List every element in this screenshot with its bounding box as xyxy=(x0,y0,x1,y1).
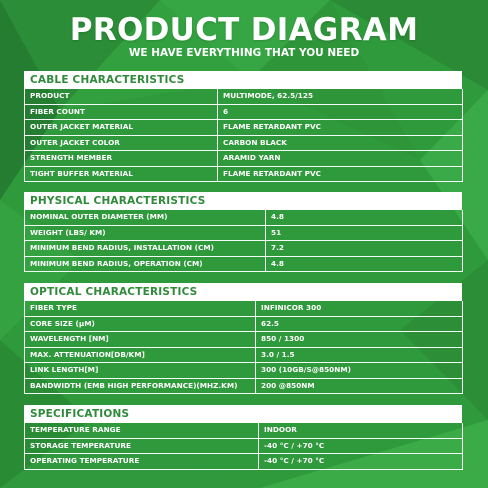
spec-label: STORAGE TEMPERATURE xyxy=(25,438,259,454)
spec-value: 4.8 xyxy=(266,210,463,225)
table-row xyxy=(25,210,463,225)
spec-value: ARAMID YARN xyxy=(218,151,463,167)
table-row xyxy=(25,256,463,272)
optical-characteristics-section xyxy=(24,283,462,394)
spec-label: TIGHT BUFFER MATERIAL xyxy=(25,166,218,182)
table-row xyxy=(25,166,463,182)
table-row xyxy=(25,301,463,316)
spec-label: OPERATING TEMPERATURE xyxy=(25,454,259,470)
spec-value: -40 °C / +70 °C xyxy=(259,454,463,470)
table-row xyxy=(25,120,463,136)
table-row xyxy=(25,241,463,257)
section-heading: PHYSICAL CHARACTERISTICS xyxy=(24,192,462,210)
table-row xyxy=(25,363,463,379)
spec-table xyxy=(24,210,463,272)
spec-value: 51 xyxy=(266,225,463,241)
section-heading: OPTICAL CHARACTERISTICS xyxy=(24,283,462,301)
spec-value: 300 (10GB/S@850NM) xyxy=(256,363,463,379)
spec-label: TEMPERATURE RANGE xyxy=(25,423,259,438)
spec-label: WEIGHT (LBS/ KM) xyxy=(25,225,266,241)
table-row xyxy=(25,89,463,104)
spec-label: STRENGTH MEMBER xyxy=(25,151,218,167)
spec-label: CORE SIZE (µM) xyxy=(25,316,256,332)
table-row xyxy=(25,423,463,438)
spec-value: 7.2 xyxy=(266,241,463,257)
spec-label: FIBER TYPE xyxy=(25,301,256,316)
spec-value: FLAME RETARDANT PVC xyxy=(218,120,463,136)
table-row xyxy=(25,135,463,151)
section-heading: SPECIFICATIONS xyxy=(24,405,462,423)
spec-value: INFINICOR 300 xyxy=(256,301,463,316)
spec-label: MAX. ATTENUATION[DB/KM] xyxy=(25,347,256,363)
page-title: PRODUCT DIAGRAM xyxy=(69,12,419,48)
spec-table xyxy=(24,89,463,182)
spec-value: 62.5 xyxy=(256,316,463,332)
table-row xyxy=(25,438,463,454)
table-row xyxy=(25,316,463,332)
spec-label: FIBER COUNT xyxy=(25,104,218,120)
spec-value: 6 xyxy=(218,104,463,120)
spec-value: 3.0 / 1.5 xyxy=(256,347,463,363)
spec-value: CARBON BLACK xyxy=(218,135,463,151)
spec-value: 850 / 1300 xyxy=(256,332,463,348)
table-row xyxy=(25,104,463,120)
spec-value: FLAME RETARDANT PVC xyxy=(218,166,463,182)
cable-characteristics-section xyxy=(24,71,462,182)
section-heading: CABLE CHARACTERISTICS xyxy=(24,71,462,89)
spec-label: BANDWIDTH (EMB HIGH PERFORMANCE)(MHZ.KM) xyxy=(25,378,256,394)
table-row xyxy=(25,332,463,348)
spec-value: MULTIMODE, 62.5/125 xyxy=(218,89,463,104)
spec-label: MINIMUM BEND RADIUS, INSTALLATION (CM) xyxy=(25,241,266,257)
spec-value: 200 @850NM xyxy=(256,378,463,394)
spec-value: INDOOR xyxy=(259,423,463,438)
spec-table xyxy=(24,423,463,470)
table-row xyxy=(25,225,463,241)
spec-label: OUTER JACKET MATERIAL xyxy=(25,120,218,136)
spec-value: -40 °C / +70 °C xyxy=(259,438,463,454)
table-row xyxy=(25,347,463,363)
spec-label: OUTER JACKET COLOR xyxy=(25,135,218,151)
page-subtitle: WE HAVE EVERYTHING THAT YOU NEED xyxy=(128,47,360,59)
table-row xyxy=(25,151,463,167)
spec-label: WAVELENGTH [NM] xyxy=(25,332,256,348)
spec-label: NOMINAL OUTER DIAMETER (MM) xyxy=(25,210,266,225)
table-row xyxy=(25,454,463,470)
physical-characteristics-section xyxy=(24,192,462,272)
spec-label: PRODUCT xyxy=(25,89,218,104)
specifications-section xyxy=(24,405,462,470)
table-row xyxy=(25,378,463,394)
spec-value: 4.8 xyxy=(266,256,463,272)
spec-label: LINK LENGTH[M] xyxy=(25,363,256,379)
spec-table xyxy=(24,301,463,394)
spec-label: MINIMUM BEND RADIUS, OPERATION (CM) xyxy=(25,256,266,272)
